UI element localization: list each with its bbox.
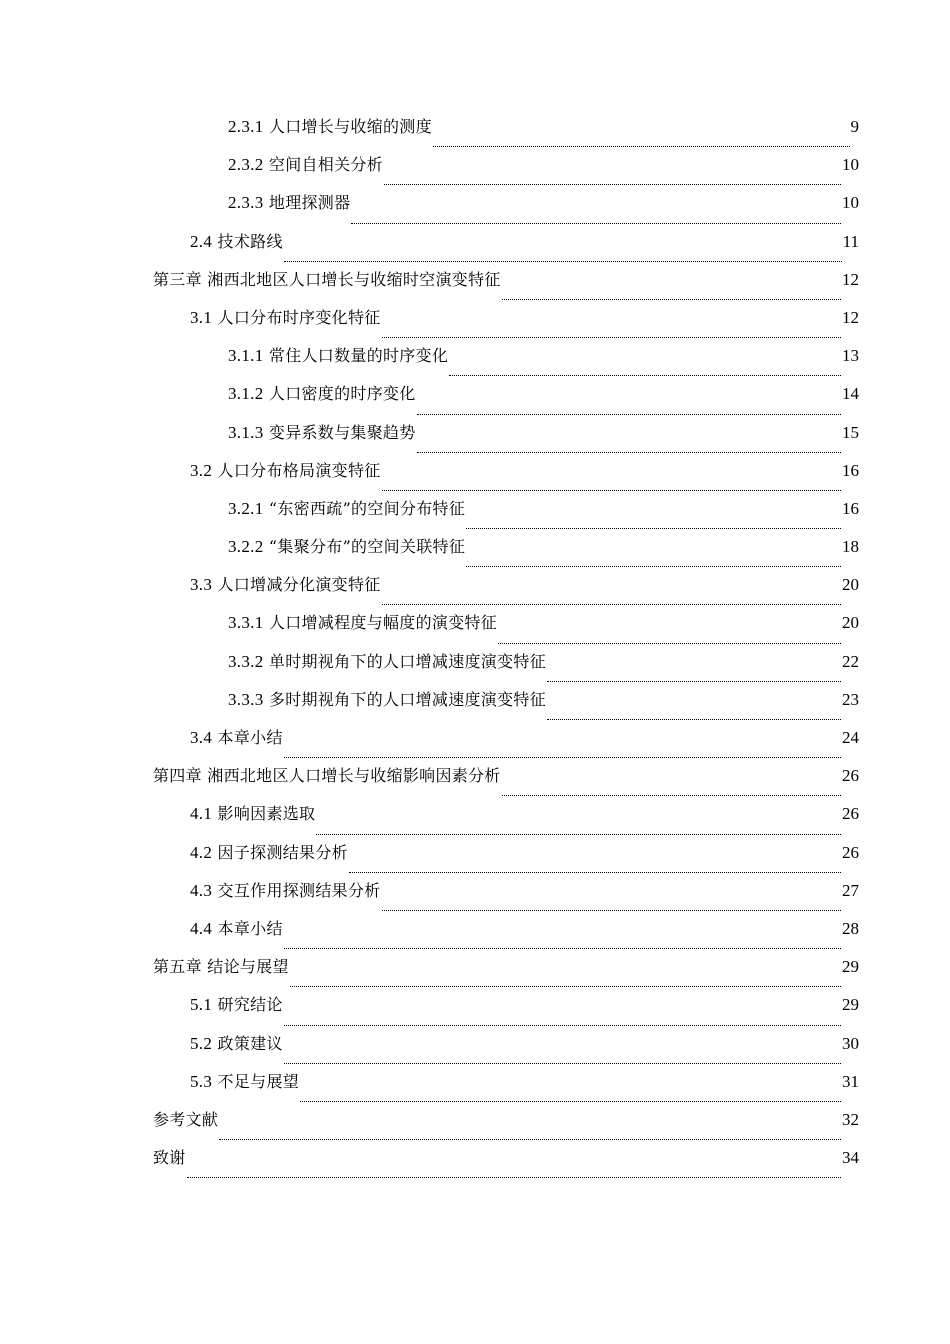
toc-page-number: 10: [842, 193, 859, 213]
dot-leader: [284, 1006, 841, 1026]
toc-page-number: 16: [842, 460, 859, 480]
toc-entry-title: [153, 763, 501, 789]
toc-entry[interactable]: [0, 496, 950, 534]
toc-page-number: 20: [842, 613, 859, 633]
dot-leader: [382, 891, 841, 911]
toc-entry-label: 人口增长与收缩的测度: [268, 117, 432, 136]
dot-leader: [284, 929, 841, 949]
toc-page-number: 26: [842, 842, 859, 862]
toc-entry-title: [228, 152, 383, 178]
toc-entry-title: [190, 1031, 283, 1057]
dot-leader: [290, 967, 841, 987]
toc-entry-title: [228, 687, 546, 713]
toc-page-number: 31: [842, 1071, 859, 1091]
dot-leader: [382, 471, 841, 491]
toc-entry-number: 4.4: [190, 918, 213, 938]
toc-entry-title: [190, 725, 283, 751]
toc-entry-number: 3.4: [190, 728, 213, 747]
toc-page-number: 14: [842, 384, 859, 404]
dot-leader: [384, 165, 841, 185]
dot-leader: [187, 1158, 841, 1178]
toc-entry-title: [190, 992, 283, 1018]
dot-leader: [349, 853, 841, 873]
toc-entry[interactable]: [0, 992, 950, 1030]
toc-entry[interactable]: [0, 687, 950, 725]
toc-entry-label: 政策建议: [217, 1033, 283, 1053]
toc-entry-label: 因子探测结果分析: [217, 842, 348, 862]
toc-entry[interactable]: [0, 572, 950, 610]
toc-entry-number: 3.1.2: [228, 384, 264, 404]
toc-entry-title: [190, 878, 381, 904]
toc-entry-title: [228, 496, 465, 522]
toc-entry-title: [190, 1069, 299, 1095]
dot-leader: [351, 204, 841, 224]
toc-entry-title: [228, 190, 350, 216]
toc-entry-label: 单时期视角下的人口增减速度演变特征: [268, 651, 546, 671]
toc-entry-label: 本章小结: [217, 918, 283, 938]
toc-entry[interactable]: [0, 458, 950, 496]
dot-leader: [417, 395, 841, 415]
toc-entry[interactable]: [0, 649, 950, 687]
dot-leader: [449, 356, 841, 376]
toc-page-number: 27: [842, 880, 859, 900]
toc-entry-label: 本章小结: [217, 728, 283, 747]
toc-entry[interactable]: [0, 878, 950, 916]
toc-entry-number: 3.2.2: [228, 537, 264, 557]
dot-leader: [382, 585, 841, 605]
toc-entry-title: [190, 458, 381, 484]
toc-entry-label: 研究结论: [217, 995, 283, 1015]
dot-leader: [284, 242, 842, 262]
toc-entry[interactable]: [0, 840, 950, 878]
toc-entry-number: 5.2: [190, 1033, 213, 1053]
dot-leader: [417, 433, 841, 453]
toc-entry-label: 第五章 结论与展望: [153, 957, 289, 977]
toc-entry-number: 3.3: [190, 575, 213, 595]
dot-leader: [547, 700, 841, 720]
dot-leader: [316, 815, 841, 835]
dot-leader: [498, 624, 841, 644]
toc-page-number: 28: [842, 918, 859, 938]
toc-entry-title: [228, 649, 546, 675]
toc-entry[interactable]: [0, 343, 950, 381]
toc-entry-label: 第四章 湘西北地区人口增长与收缩影响因素分析: [153, 766, 501, 786]
dot-leader: [219, 1120, 841, 1140]
toc-entry-number: 2.4: [190, 231, 213, 251]
toc-entry[interactable]: [0, 381, 950, 419]
toc-entry-number: 3.1.3: [228, 422, 264, 442]
toc-entry-number: 2.3.2: [228, 155, 264, 175]
toc-entry-label: 人口密度的时序变化: [268, 384, 416, 404]
toc-page-number: 9: [850, 117, 859, 136]
toc-entry[interactable]: [0, 1069, 950, 1107]
toc-page-number: 23: [842, 689, 859, 709]
toc-entry-label: 第三章 湘西北地区人口增长与收缩时空演变特征: [153, 269, 501, 289]
toc-entry-label: 多时期视角下的人口增减速度演变特征: [268, 689, 546, 709]
toc-entry[interactable]: [0, 305, 950, 343]
toc-page-number: 32: [842, 1109, 859, 1129]
dot-leader: [502, 280, 841, 300]
toc-entry[interactable]: [0, 610, 950, 648]
dot-leader: [284, 1044, 841, 1064]
toc-entry[interactable]: [0, 152, 950, 190]
toc-entry-title: [153, 267, 501, 293]
toc-entry-number: 3.3.1: [228, 613, 264, 633]
toc-entry-number: 4.2: [190, 842, 213, 862]
toc-entry-label: 参考文献: [153, 1109, 219, 1129]
toc-entry[interactable]: [0, 1107, 950, 1145]
toc-entry-title: [190, 916, 283, 942]
toc-entry-number: 4.3: [190, 880, 213, 900]
toc-entry-title: [153, 1145, 186, 1171]
toc-entry[interactable]: [0, 114, 950, 152]
toc-entry-title: [228, 114, 432, 140]
toc-entry-number: 3.1: [190, 307, 213, 327]
dot-leader: [382, 318, 841, 338]
toc-entry-label: 技术路线: [217, 231, 283, 251]
toc-entry-number: 5.1: [190, 995, 213, 1015]
toc-entry-label: 影响因素选取: [217, 804, 316, 824]
toc-page-number: 30: [842, 1033, 859, 1053]
toc-entry-number: 3.2.1: [228, 498, 264, 518]
toc-entry-label: “集聚分布”的空间关联特征: [268, 537, 466, 557]
toc-page-number: 34: [842, 1148, 859, 1168]
toc-page-number: 12: [842, 307, 859, 327]
toc-page-number: 20: [842, 575, 859, 595]
toc-entry-label: 人口分布格局演变特征: [217, 460, 381, 480]
toc-page-number: 26: [842, 804, 859, 824]
toc-entry-title: [153, 1107, 218, 1133]
toc-entry[interactable]: [0, 801, 950, 839]
toc-entry[interactable]: [0, 190, 950, 228]
toc-entry-title: [190, 229, 283, 255]
dot-leader: [300, 1082, 841, 1102]
toc-entry[interactable]: [0, 763, 950, 801]
toc-entry-number: 4.1: [190, 804, 213, 824]
toc-entry[interactable]: [0, 725, 950, 763]
toc-entry[interactable]: [0, 420, 950, 458]
toc-entry[interactable]: [0, 954, 950, 992]
toc-page-number: 24: [842, 728, 859, 747]
toc-page-number: 12: [842, 269, 859, 289]
toc-entry-label: 人口增减程度与幅度的演变特征: [268, 613, 498, 633]
toc-page-number: 29: [842, 995, 859, 1015]
toc-page-number: 26: [842, 766, 859, 786]
toc-entry-title: [228, 534, 465, 560]
toc-page-number: 10: [842, 155, 859, 175]
toc-entry-label: 致谢: [153, 1148, 186, 1168]
dot-leader: [284, 738, 841, 758]
toc-entry-title: [228, 381, 416, 407]
toc-entry-title: [228, 343, 448, 369]
toc-page-number: 18: [842, 537, 859, 557]
toc-page-number: 11: [842, 231, 859, 251]
toc-entry-label: 交互作用探测结果分析: [217, 880, 381, 900]
toc-entry[interactable]: [0, 267, 950, 305]
toc-entry-title: [228, 610, 497, 636]
toc-entry[interactable]: [0, 1031, 950, 1069]
toc-entry-label: 变异系数与集聚趋势: [268, 422, 416, 442]
toc-entry-label: 人口分布时序变化特征: [217, 307, 381, 327]
toc-entry-label: 不足与展望: [217, 1071, 300, 1091]
toc-entry-label: 空间自相关分析: [268, 155, 383, 175]
toc-entry-number: 3.3.3: [228, 689, 264, 709]
toc-page-number: 13: [842, 346, 859, 366]
toc-entry-title: [190, 801, 315, 827]
toc-entry-number: 3.1.1: [228, 346, 264, 366]
toc-page-number: 22: [842, 651, 859, 671]
toc-entry-label: 人口增减分化演变特征: [217, 575, 381, 595]
toc-entry-number: 3.3.2: [228, 651, 264, 671]
toc-entry[interactable]: [0, 229, 950, 267]
toc-entry-number: 2.3.3: [228, 193, 264, 213]
dot-leader: [547, 662, 841, 682]
toc-entry-title: [190, 840, 348, 866]
toc-entry-title: [190, 305, 381, 331]
table-of-contents: [0, 114, 950, 1183]
dot-leader: [466, 509, 841, 529]
toc-entry[interactable]: [0, 916, 950, 954]
toc-entry-title: [228, 420, 416, 446]
toc-page-number: 29: [842, 957, 859, 977]
toc-entry[interactable]: [0, 534, 950, 572]
toc-page-number: 16: [842, 498, 859, 518]
toc-entry-label: “东密西疏”的空间分布特征: [268, 498, 466, 518]
toc-entry-number: 2.3.1: [228, 117, 264, 136]
toc-entry-label: 地理探测器: [268, 193, 351, 213]
dot-leader: [502, 776, 841, 796]
dot-leader: [466, 547, 841, 567]
toc-entry-title: [190, 572, 381, 598]
toc-page-number: 15: [842, 422, 859, 442]
toc-entry[interactable]: [0, 1145, 950, 1183]
toc-entry-number: 5.3: [190, 1071, 213, 1091]
toc-entry-title: [153, 954, 289, 980]
dot-leader: [433, 127, 850, 147]
toc-entry-number: 3.2: [190, 460, 213, 480]
toc-entry-label: 常住人口数量的时序变化: [268, 346, 449, 366]
